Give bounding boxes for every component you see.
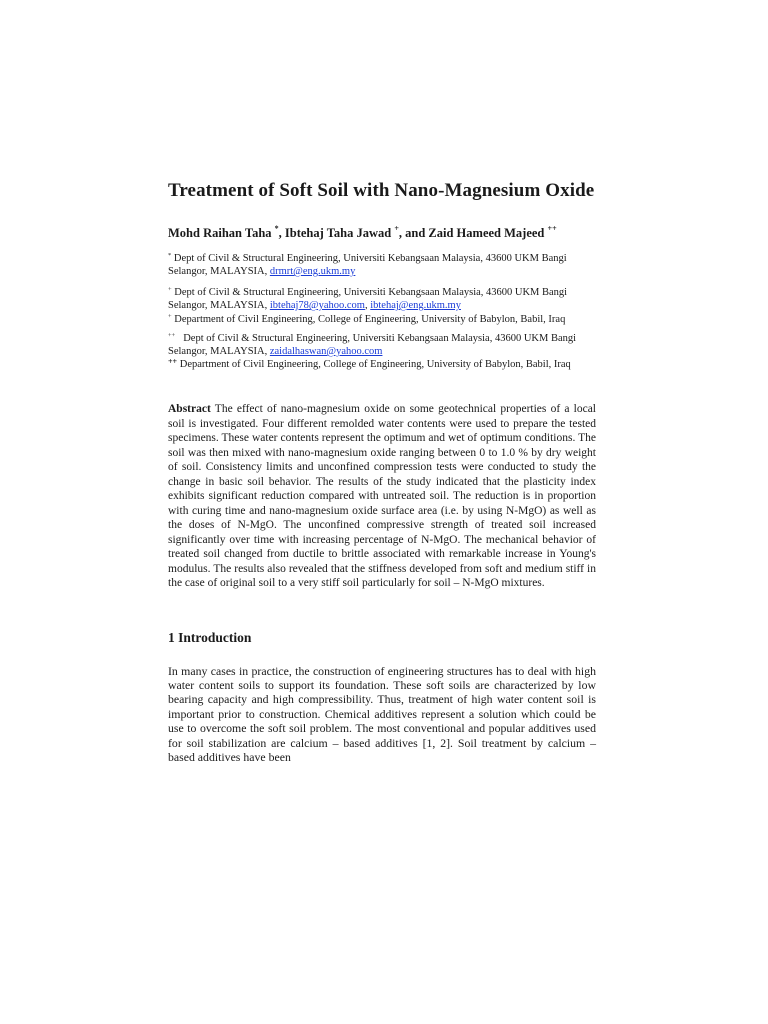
affiliation-mark: ++ [168,357,178,366]
author-mark: + [394,224,399,233]
affiliation [168,313,596,326]
paper-body [168,178,596,764]
email-link[interactable]: ibtehaj@eng.ukm.my [370,300,461,311]
author-mark: ++ [547,224,557,233]
author-name: Zaid Hameed Majeed [428,226,545,240]
author-name: Mohd Raihan Taha [168,226,272,240]
affiliation-mark: ++ [168,332,176,339]
author-separator: , and [398,226,429,240]
affiliations [168,252,596,371]
author-name: Ibtehaj Taha Jawad [284,226,392,240]
affiliation: + Dept of Civil & Structural Engineering, Universiti Kebangsaan Malaysia, 43600 UKM Bangi Selangor, MALAYSIA, ibtehaj78@yahoo.com, ibtehaj@eng.ukm.my [168,286,568,311]
section-heading: 1 Introduction [168,629,252,645]
abstract-label: Abstract [168,403,211,415]
abstract-text: The effect of nano-magnesium oxide on some geotechnical properties of a local soil is investigated. Four different remolded water contents were used to prepare the tested specimens. These water contents represent the optimum and wet of optimum conditions. The soil was then mixed with nano-magnesium oxide ranging between 0 to 1.0 % by dry weight of soil. Consistency limits and unconfined compression tests were conducted to study the change in basic soil behavior. The results of the study indicated that the plasticity index exhibits significant reduction compared with untreated soil. The reduction is in proportion with curing time and nano-magnesium oxide surface area (i.e. by using N-MgO) as well as the doses of N-MgO. The unconfined compressive strength of treated soil increased significantly over time with increasing percentage of N-MgO. The mechanical behavior of treated soil changed from ductile to brittle associated with remarkable increase in Young's modulus. The results also revealed that the stiffness developed from soft and medium stiff in the case of original soil to a very stiff soil particularly for soil – N-MgO mixtures. [168,403,596,589]
author-line [168,225,596,241]
paper-title: Treatment of Soft Soil with Nano-Magnesium Oxide [168,180,595,201]
author-mark: * [274,224,279,233]
email-link[interactable]: drmrt@eng.ukm.my [269,266,356,277]
affiliation [168,358,596,371]
affiliation-mark: + [168,313,172,320]
email-link[interactable]: zaidalhaswan@yahoo.com [269,346,383,357]
affiliation-mark: + [168,286,172,293]
author-separator: , [278,226,285,240]
abstract [168,402,596,591]
affiliation [168,252,596,278]
affiliation [168,332,596,358]
email-link[interactable]: ibtehaj78@yahoo.com [269,300,365,311]
affiliation-mark: * [168,252,172,259]
affiliation-text: Dept of Civil & Structural Engineering, Universiti Kebangsaan Malaysia, 43600 UKM Bangi Selangor, MALAYSIA, [168,287,568,311]
affiliation-text: Department of Civil Engineering, College of Engineering, University of Babylon, Babil, Iraq [174,314,566,325]
introduction-paragraph: In many cases in practice, the construction of engineering structures has to deal with high water content soils to support its foundation. These soft soils are characterized by low bearing capacity and high compressibility. Thus, treatment of high water content soil is important prior to construction. Chemical additives represent a solution which could be use to overcome the soft soil problem. The most conventional and popular additives used for soil stabilization are calcium – based additives [1, 2]. Soil treatment by calcium – based additives have been [168,663,596,764]
affiliation-text: Dept of Civil & Structural Engineering, Universiti Kebangsaan Malaysia, 43600 UKM Bangi Selangor, MALAYSIA, [168,253,567,277]
affiliation-text: Department of Civil Engineering, College of Engineering, University of Babylon, Babil, Iraq [179,359,571,370]
affiliation-text: Dept of Civil & Structural Engineering, Universiti Kebangsaan Malaysia, 43600 UKM Bangi Selangor, MALAYSIA, [168,333,577,357]
